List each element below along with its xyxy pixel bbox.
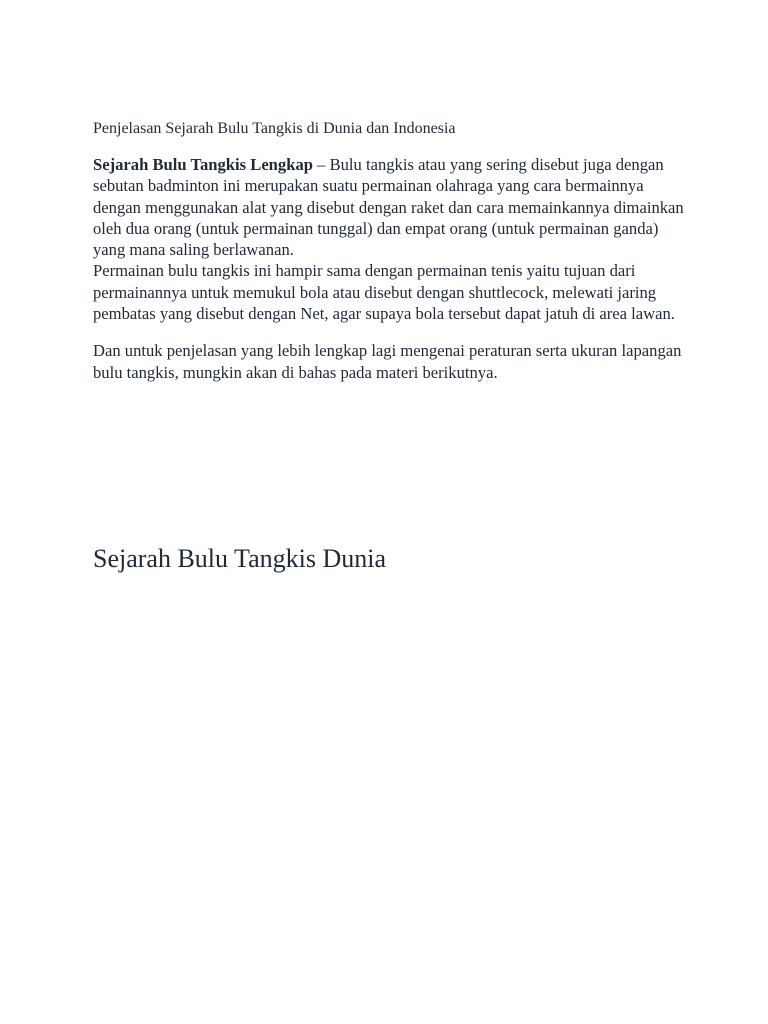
- document-title: Penjelasan Sejarah Bulu Tangkis di Dunia dan Indonesia: [93, 120, 456, 137]
- paragraph-2: Permainan bulu tangkis ini hampir sama dengan permainan tenis yaitu tujuan dari permainannya untuk memukul bola atau disebut dengan shuttlecock, melewati jaring pembatas yang disebut dengan Net, agar supaya bola tersebut dapat jatuh di area lawan.: [93, 261, 675, 324]
- intro-lead: Sejarah Bulu Tangkis Lengkap: [93, 155, 313, 174]
- intro-text: Bulu tangkis atau yang sering disebut juga dengan sebutan badminton ini merupakan suatu permainan olahraga yang cara bermainnya dengan menggunakan alat yang disebut dengan raket dan cara memainkannya dimainkan oleh dua orang (untuk permainan tunggal) dan empat orang (untuk permainan ganda) yang mana saling berlawanan.: [93, 155, 684, 260]
- section-heading: Sejarah Bulu Tangkis Dunia: [93, 544, 387, 573]
- intro-dash: –: [312, 155, 330, 174]
- paragraph-3: Dan untuk penjelasan yang lebih lengkap lagi mengenai peraturan serta ukuran lapangan bulu tangkis, mungkin akan di bahas pada materi berikutnya.: [93, 341, 682, 382]
- document-body: [93, 118, 693, 383]
- intro-paragraph: [93, 154, 693, 260]
- paragraph-spacer: [93, 324, 693, 340]
